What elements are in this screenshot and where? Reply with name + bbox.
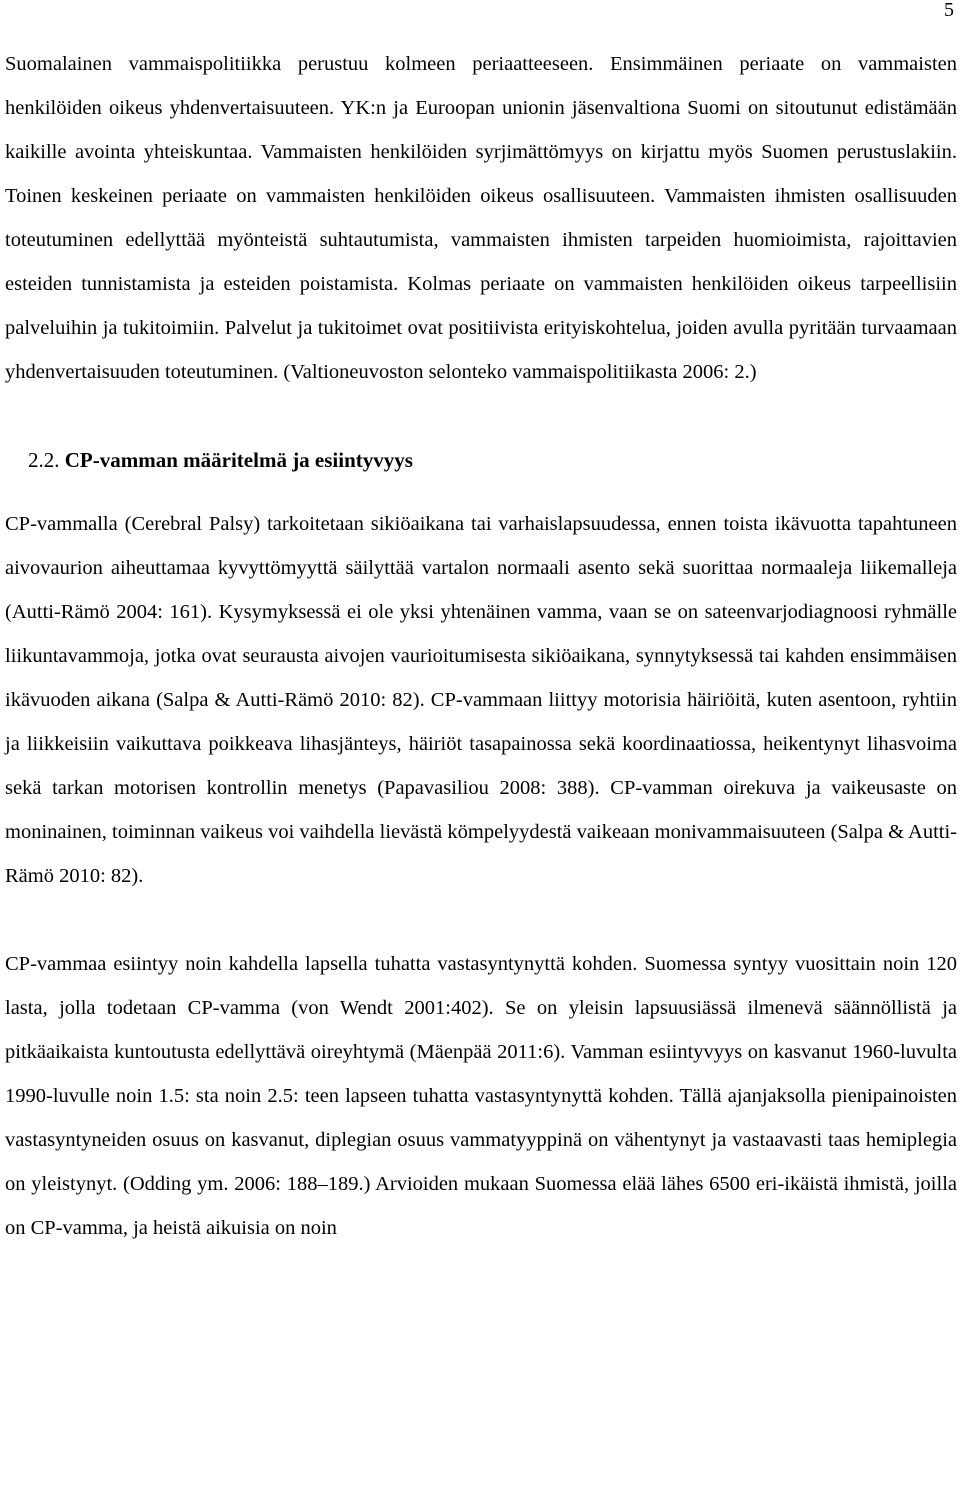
paragraph-principles: Suomalainen vammaispolitiikka perustuu kolmeen periaatteeseen. Ensimmäinen periaate on vammaisten henkilöiden oikeus yhdenvertaisuuteen. YK:n ja Euroopan unionin jäsenvaltiona Suomi on sitoutunut edistämään kaikille avointa yhteiskuntaa. Vammaisten henkilöiden syrjimättömyys on kirjattu myös Suomen perustuslakiin. Toinen keskeinen periaate on vammaisten henkilöiden oikeus osallisuuteen. Vammaisten ihmisten osallisuuden toteutuminen edellyttää myönteistä suhtautumista, vammaisten ihmisten tarpeiden huomioimista, rajoittavien esteiden tunnistamista ja esteiden poistamista. Kolmas periaate on vammaisten henkilöiden oikeus tarpeellisiin palveluihin ja tukitoimiin. Palvelut ja tukitoimet ovat positiivista erityiskohtelua, joiden avulla pyritään turvaamaan yhdenvertaisuuden toteutuminen. (Valtioneuvoston selonteko vammaispolitiikasta 2006: 2.): [5, 53, 957, 383]
document-body: [5, 42, 957, 1250]
section-number: 2.2.: [28, 448, 60, 472]
section-title: CP-vamman määritelmä ja esiintyvyys: [64, 448, 413, 472]
section-heading: [28, 438, 957, 482]
page-number: 5: [944, 0, 954, 21]
paragraph-prevalence: CP-vammaa esiintyy noin kahdella lapsella tuhatta vastasyntynyttä kohden. Suomessa syntyy vuosittain noin 120 lasta, jolla todetaan CP-vamma (von Wendt 2001:402). Se on yleisin lapsuusiässä ilmenevä säännöllistä ja pitkäaikaista kuntoutusta edellyttävä oireyhtymä (Mäenpää 2011:6). Vamman esiintyvyys on kasvanut 1960-luvulta 1990-luvulle noin 1.5: sta noin 2.5: teen lapseen tuhatta vastasyntynyttä kohden. Tällä ajanjaksolla pienipainoisten vastasyntyneiden osuus on kasvanut, diplegian osuus vammatyyppinä on vähentynyt ja vastaavasti taas hemiplegia on yleistynyt. (Odding ym. 2006: 188–189.) Arvioiden mukaan Suomessa elää lähes 6500 eri-ikäistä ihmistä, joilla on CP-vamma, ja heistä aikuisia on noin: [5, 953, 957, 1239]
paragraph-definition: CP-vammalla (Cerebral Palsy) tarkoitetaan sikiöaikana tai varhaislapsuudessa, ennen toista ikävuotta tapahtuneen aivovaurion aiheuttamaa kyvyttömyyttä säilyttää vartalon normaali asento sekä suorittaa normaaleja liikemalleja (Autti-Rämö 2004: 161). Kysymyksessä ei ole yksi yhtenäinen vamma, vaan se on sateenvarjodiagnoosi ryhmälle liikuntavammoja, jotka ovat seurausta aivojen vaurioitumisesta sikiöaikana, synnytyksessä tai kahden ensimmäisen ikävuoden aikana (Salpa & Autti-Rämö 2010: 82). CP-vammaan liittyy motorisia häiriöitä, kuten asentoon, ryhtiin ja liikkeisiin vaikuttava poikkeava lihasjänteys, häiriöt tasapainossa sekä koordinaatiossa, heikentynyt lihasvoima sekä tarkan motorisen kontrollin menetys (Papavasiliou 2008: 388). CP-vamman oirekuva ja vaikeusaste on moninainen, toiminnan vaikeus voi vaihdella lievästä kömpelyydestä vaikeaan monivammaisuuteen (Salpa & Autti-Rämö 2010: 82).: [5, 513, 957, 887]
